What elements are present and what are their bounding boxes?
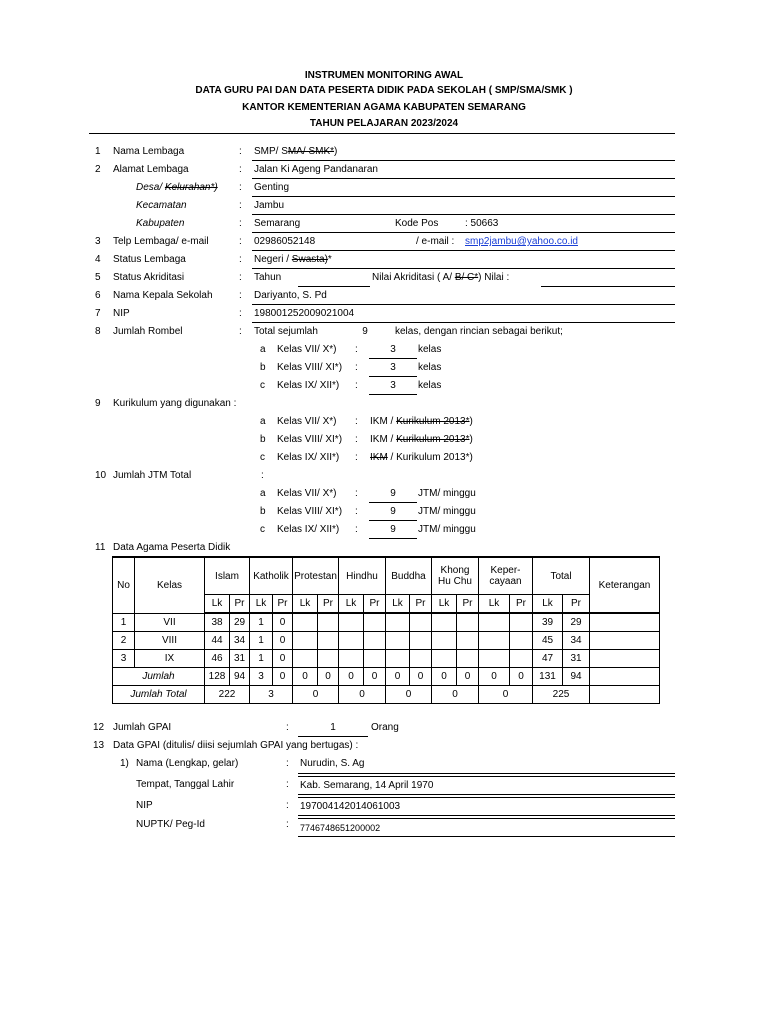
title-line-1: INSTRUMEN MONITORING AWAL: [304, 70, 464, 81]
cell: 38: [205, 613, 230, 632]
kurikulum-a-letter: a: [260, 416, 266, 427]
cell: [479, 613, 510, 632]
kecamatan-colon: :: [239, 200, 242, 211]
rombel-total-value: 9: [362, 326, 368, 337]
th-katholik: Katholik: [250, 557, 293, 595]
th-protestan: Protestan: [293, 557, 339, 595]
field-6-line: [252, 304, 675, 305]
desa-value: Genting: [254, 182, 290, 193]
cell: [410, 632, 432, 650]
kurikulum-a-value: IKM / Kurikulum 2013*): [370, 416, 473, 427]
jtm-c-label: Kelas IX/ XII*): [277, 524, 340, 535]
jumlah-cell: 128: [205, 668, 230, 686]
kabupaten-label: Kabupaten: [136, 218, 185, 229]
gpai-nuptk-top-line: [298, 818, 675, 819]
jumlah-cell: 94: [563, 668, 590, 686]
kabupaten-colon: :: [239, 218, 242, 229]
cell: [386, 632, 410, 650]
cell: [364, 613, 386, 632]
gpai-nama-colon: :: [286, 758, 289, 769]
cell: 29: [230, 613, 250, 632]
th-lk: Lk: [293, 595, 318, 614]
th-total: Total: [533, 557, 590, 595]
religion-table: [112, 556, 660, 704]
gpai-nuptk-line: [298, 836, 675, 837]
th-khonghucu: Khong Hu Chu: [432, 557, 479, 595]
cell-total-pr: 29: [563, 613, 590, 632]
gpai-nip-line: [298, 815, 675, 816]
cell: [318, 650, 339, 668]
th-buddha: Buddha: [386, 557, 432, 595]
jtm-b-colon: :: [355, 506, 358, 517]
jumlah-cell: 0: [273, 668, 293, 686]
cell: [410, 650, 432, 668]
field-13-number: 13: [93, 740, 105, 751]
cell-no: 2: [113, 632, 135, 650]
akriditasi-nilai-line: [541, 286, 675, 287]
gpai-ttl-value: Kab. Semarang, 14 April 1970: [300, 780, 434, 791]
jumlah-cell: 0: [364, 668, 386, 686]
kecamatan-line: [252, 214, 675, 215]
jtm-b-unit: JTM/ minggu: [418, 506, 476, 517]
th-lk: Lk: [432, 595, 457, 614]
cell: 46: [205, 650, 230, 668]
akriditasi-tahun: Tahun: [254, 272, 282, 283]
cell-keterangan: [590, 613, 660, 632]
field-9-number: 9: [95, 398, 101, 409]
kodepos-label: Kode Pos: [395, 218, 439, 229]
cell: [293, 632, 318, 650]
kurikulum-b-label: Kelas VIII/ XI*): [277, 434, 343, 445]
cell: [386, 650, 410, 668]
rombel-b-colon: :: [355, 362, 358, 373]
kurikulum-a-colon: :: [355, 416, 358, 427]
cell-keterangan: [590, 650, 660, 668]
rombel-suffix: kelas, dengan rincian sebagai berikut;: [395, 326, 563, 337]
cell: [339, 632, 364, 650]
gpai-nama-line: [298, 773, 675, 774]
gpai-nip-label: NIP: [136, 800, 153, 811]
cell: 0: [273, 613, 293, 632]
jumlah-total-cell: 0: [432, 686, 479, 704]
table-row: [113, 632, 660, 650]
th-pr: Pr: [563, 595, 590, 614]
rombel-c-unit: kelas: [418, 380, 442, 391]
desa-line: [252, 196, 675, 197]
kecamatan-label: Kecamatan: [136, 200, 187, 211]
field-1-number: 1: [95, 146, 101, 157]
rombel-c-colon: :: [355, 380, 358, 391]
jtm-c-letter: c: [260, 524, 265, 535]
field-5-number: 5: [95, 272, 101, 283]
field-11-label: Data Agama Peserta Didik: [113, 542, 231, 553]
th-pr: Pr: [230, 595, 250, 614]
field-6-colon: :: [239, 290, 242, 301]
jumlah-cell: 3: [250, 668, 273, 686]
kurikulum-b-value: IKM / Kurikulum 2013*): [370, 434, 473, 445]
field-12-number: 12: [93, 722, 105, 733]
jumlah-label: Jumlah: [113, 668, 205, 686]
cell: [293, 650, 318, 668]
kabupaten-value: Semarang: [254, 218, 301, 229]
kodepos-value: : 50663: [465, 218, 499, 229]
field-7-line: [252, 322, 675, 323]
table-row: [113, 650, 660, 668]
rombel-a-letter: a: [260, 344, 266, 355]
cell: [386, 613, 410, 632]
kurikulum-c-letter: c: [260, 452, 265, 463]
rombel-a-label: Kelas VII/ X*): [277, 344, 337, 355]
cell: [510, 613, 533, 632]
rombel-b-line: [369, 376, 417, 377]
jumlah-cell: 0: [386, 668, 410, 686]
email-link[interactable]: smp2jambu@yahoo.co.id: [465, 236, 578, 247]
cell-no: 3: [113, 650, 135, 668]
desa-label: Desa/ Kelurahan*): [136, 182, 218, 193]
jumlah-cell: 0: [432, 668, 457, 686]
th-pr: Pr: [457, 595, 479, 614]
rombel-b-label: Kelas VIII/ XI*): [277, 362, 343, 373]
field-1-label: Nama Lembaga: [113, 146, 185, 157]
rombel-b-unit: kelas: [418, 362, 442, 373]
th-lk: Lk: [250, 595, 273, 614]
rombel-a-line: [369, 358, 417, 359]
cell-keterangan: [590, 632, 660, 650]
th-lk: Lk: [205, 595, 230, 614]
th-keterangan: Keterangan: [590, 557, 660, 613]
jumlah-total-cell: 0: [293, 686, 339, 704]
jtm-c-colon: :: [355, 524, 358, 535]
kurikulum-a-label: Kelas VII/ X*): [277, 416, 337, 427]
field-5-colon: :: [239, 272, 242, 283]
gpai-nip-value: 197004142014061003: [300, 801, 401, 812]
th-no: No: [113, 557, 135, 613]
cell: 1: [250, 632, 273, 650]
kurikulum-b-letter: b: [260, 434, 266, 445]
rombel-c-letter: c: [260, 380, 265, 391]
field-7-colon: :: [239, 308, 242, 319]
cell: [318, 613, 339, 632]
cell: 0: [273, 632, 293, 650]
field-10-colon: :: [261, 470, 264, 481]
cell: [510, 650, 533, 668]
field-12-label: Jumlah GPAI: [113, 722, 172, 733]
cell: 1: [250, 650, 273, 668]
field-7-number: 7: [95, 308, 101, 319]
header-divider: [89, 133, 675, 134]
jumlah-total-label: Jumlah Total: [113, 686, 205, 704]
field-4-line: [252, 268, 675, 269]
field-1-colon: :: [239, 146, 242, 157]
cell-no: 1: [113, 613, 135, 632]
table-row: [113, 613, 660, 632]
field-6-value: Dariyanto, S. Pd: [254, 290, 327, 301]
field-2-line: [252, 178, 675, 179]
cell: [432, 613, 457, 632]
cell: [432, 650, 457, 668]
th-hindhu: Hindhu: [339, 557, 386, 595]
field-6-number: 6: [95, 290, 101, 301]
rombel-c-label: Kelas IX/ XII*): [277, 380, 340, 391]
kecamatan-value: Jambu: [254, 200, 285, 211]
field-3-number: 3: [95, 236, 101, 247]
akriditasi-tahun-line: [298, 286, 370, 287]
th-kepercayaan: Keper- cayaan: [479, 557, 533, 595]
akriditasi-nilai-label: Nilai Akriditasi ( A/ B/ C*) Nilai :: [372, 272, 510, 283]
jumlah-total-keterangan: [590, 686, 660, 704]
gpai-ttl-colon: :: [286, 779, 289, 790]
field-4-value: Negeri / Swasta)*: [254, 254, 332, 265]
field-12-colon: :: [286, 722, 289, 733]
gpai-count: 1: [330, 722, 336, 733]
field-10-label: Jumlah JTM Total: [113, 470, 192, 481]
kurikulum-c-label: Kelas IX/ XII*): [277, 452, 340, 463]
th-pr: Pr: [510, 595, 533, 614]
kurikulum-b-colon: :: [355, 434, 358, 445]
jumlah-cell: 131: [533, 668, 563, 686]
field-6-label: Nama Kepala Sekolah: [113, 290, 213, 301]
field-2-label: Alamat Lembaga: [113, 164, 189, 175]
cell: [510, 632, 533, 650]
jtm-c-line: [369, 538, 417, 539]
cell-total-lk: 45: [533, 632, 563, 650]
cell-kelas: VII: [135, 613, 205, 632]
gpai-nama-value: Nurudin, S. Ag: [300, 758, 365, 769]
cell: 34: [230, 632, 250, 650]
field-7-label: NIP: [113, 308, 130, 319]
cell: 1: [250, 613, 273, 632]
jtm-a-colon: :: [355, 488, 358, 499]
jumlah-cell: 0: [293, 668, 318, 686]
th-pr: Pr: [410, 595, 432, 614]
field-4-label: Status Lembaga: [113, 254, 186, 265]
jumlah-cell: 0: [457, 668, 479, 686]
rombel-a-colon: :: [355, 344, 358, 355]
jtm-b-line: [369, 520, 417, 521]
field-8-number: 8: [95, 326, 101, 337]
gpai-unit: Orang: [371, 722, 399, 733]
th-lk: Lk: [479, 595, 510, 614]
gpai-nama-label: Nama (Lengkap, gelar): [136, 758, 239, 769]
jumlah-total-cell: 3: [250, 686, 293, 704]
title-line-2: DATA GURU PAI DAN DATA PESERTA DIDIK PADA SEKOLAH ( SMP/SMA/SMK ): [195, 85, 573, 96]
kurikulum-c-colon: :: [355, 452, 358, 463]
field-10-number: 10: [95, 470, 107, 481]
field-2-value: Jalan Ki Ageng Pandanaran: [254, 164, 378, 175]
cell: [457, 632, 479, 650]
gpai-nuptk-label: NUPTK/ Peg-Id: [136, 819, 205, 830]
jtm-a-line: [369, 502, 417, 503]
field-8-label: Jumlah Rombel: [113, 326, 183, 337]
jumlah-keterangan: [590, 668, 660, 686]
jumlah-cell: 94: [230, 668, 250, 686]
jtm-c-value: 9: [390, 524, 396, 535]
field-4-number: 4: [95, 254, 101, 265]
th-kelas: Kelas: [135, 557, 205, 613]
cell: [410, 613, 432, 632]
cell: [457, 613, 479, 632]
gpai-ttl-label: Tempat, Tanggal Lahir: [136, 779, 235, 790]
jumlah-cell: 0: [410, 668, 432, 686]
cell: 0: [273, 650, 293, 668]
rombel-b-letter: b: [260, 362, 266, 373]
jtm-b-letter: b: [260, 506, 266, 517]
rombel-c-value: 3: [390, 380, 396, 391]
field-2-number: 2: [95, 164, 101, 175]
cell: [432, 632, 457, 650]
cell-total-pr: 31: [563, 650, 590, 668]
cell-kelas: VIII: [135, 632, 205, 650]
cell-kelas: IX: [135, 650, 205, 668]
gpai-nip-colon: :: [286, 800, 289, 811]
field-3-label: Telp Lembaga/ e-mail: [113, 236, 209, 247]
jumlah-cell: 0: [318, 668, 339, 686]
field-11-number: 11: [95, 542, 106, 553]
gpai-ttl-top-line: [298, 776, 675, 777]
cell: [479, 632, 510, 650]
gpai-ttl-line: [298, 794, 675, 795]
jumlah-total-cell: 225: [533, 686, 590, 704]
rombel-a-unit: kelas: [418, 344, 442, 355]
gpai-nuptk-value: 7746748651200002: [300, 823, 381, 833]
jtm-a-unit: JTM/ minggu: [418, 488, 476, 499]
cell: 44: [205, 632, 230, 650]
gpai-nuptk-colon: :: [286, 819, 289, 830]
jtm-b-label: Kelas VIII/ XI*): [277, 506, 343, 517]
cell-total-pr: 34: [563, 632, 590, 650]
th-pr: Pr: [318, 595, 339, 614]
field-8-colon: :: [239, 326, 242, 337]
jumlah-row: [113, 668, 660, 686]
cell: [364, 650, 386, 668]
rombel-total-label: Total sejumlah: [254, 326, 318, 337]
th-lk: Lk: [533, 595, 563, 614]
cell: [339, 650, 364, 668]
th-islam: Islam: [205, 557, 250, 595]
cell: [364, 632, 386, 650]
field-4-colon: :: [239, 254, 242, 265]
desa-colon: :: [239, 182, 242, 193]
field-9-label: Kurikulum yang digunakan :: [113, 398, 237, 409]
field-5-label: Status Akriditasi: [113, 272, 185, 283]
field-3-colon: :: [239, 236, 242, 247]
field-3-line: [252, 250, 675, 251]
th-pr: Pr: [273, 595, 293, 614]
jumlah-total-cell: 0: [479, 686, 533, 704]
jtm-a-label: Kelas VII/ X*): [277, 488, 337, 499]
cell: [318, 632, 339, 650]
jtm-b-value: 9: [390, 506, 396, 517]
jumlah-total-cell: 0: [386, 686, 432, 704]
rombel-c-line: [369, 394, 417, 395]
jumlah-total-cell: 222: [205, 686, 250, 704]
kurikulum-c-value: IKM / Kurikulum 2013*): [370, 452, 473, 463]
email-label: / e-mail :: [416, 236, 455, 247]
th-pr: Pr: [364, 595, 386, 614]
field-2-colon: :: [239, 164, 242, 175]
gpai-1-number: 1): [120, 758, 129, 769]
cell: 31: [230, 650, 250, 668]
rombel-b-value: 3: [390, 362, 396, 373]
title-line-3: KANTOR KEMENTERIAN AGAMA KABUPATEN SEMARANG: [242, 102, 526, 113]
jumlah-total-cell: 0: [339, 686, 386, 704]
jtm-a-letter: a: [260, 488, 266, 499]
jumlah-total-row: [113, 686, 660, 704]
jtm-c-unit: JTM/ minggu: [418, 524, 476, 535]
jumlah-cell: 0: [479, 668, 510, 686]
field-1-value: SMP/ SMA/ SMK*): [254, 146, 338, 157]
kabupaten-line: [252, 232, 675, 233]
title-line-4: TAHUN PELAJARAN 2023/2024: [309, 118, 459, 129]
cell-total-lk: 39: [533, 613, 563, 632]
jumlah-cell: 0: [510, 668, 533, 686]
telp-value: 02986052148: [254, 236, 316, 247]
cell: [339, 613, 364, 632]
cell: [293, 613, 318, 632]
jumlah-cell: 0: [339, 668, 364, 686]
cell: [479, 650, 510, 668]
gpai-nip-top-line: [298, 797, 675, 798]
rombel-a-value: 3: [390, 344, 396, 355]
field-13-label: Data GPAI (ditulis/ diisi sejumlah GPAI yang bertugas) :: [113, 740, 359, 751]
cell-total-lk: 47: [533, 650, 563, 668]
gpai-count-line: [298, 736, 368, 737]
field-7-value: 198001252009021004: [254, 308, 355, 319]
th-lk: Lk: [386, 595, 410, 614]
jtm-a-value: 9: [390, 488, 396, 499]
th-lk: Lk: [339, 595, 364, 614]
cell: [457, 650, 479, 668]
field-1-line: [252, 160, 675, 161]
